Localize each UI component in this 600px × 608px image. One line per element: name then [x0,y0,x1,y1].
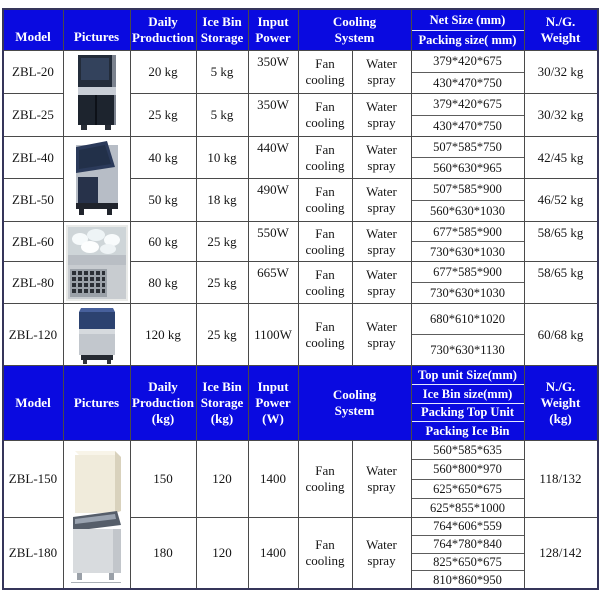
zbl-120-water-spray-cell: Water spray [353,304,411,365]
zbl-180-daily-cell: 180 [131,518,196,588]
net-size-value: 677*585*900 [433,265,502,279]
zbl-40-power-cell: 440W [249,137,298,178]
zbl-150-water-spray-cell: Water spray [353,441,411,517]
zbl-180-water-spray-cell: Water spray [353,518,411,588]
header2-ng-weight: N./G. Weight (kg) [525,366,597,440]
top-unit-size-value: 560*585*635 [433,443,502,458]
zbl-50-model-cell: ZBL-50 [4,179,63,221]
net-size-value: 507*585*750 [433,140,502,154]
ice-machine-photo-zbl-20-25 [64,51,130,136]
ice-machine-photo-zbl-40-50 [64,137,130,221]
zbl-20-daily-cell: 20 kg [131,51,196,93]
header2-packing-ice-bin: Packing Ice Bin [412,421,524,440]
zbl-120-ice-bin-cell: 25 kg [197,304,248,365]
zbl-150-sizes-cell [412,441,524,517]
header1-net-size: Net Size (mm) [429,12,506,27]
zbl-50-power-cell: 490W [249,179,298,221]
ice-bin-size-value: 764*780*840 [412,535,524,553]
zbl-20-weight-cell: 30/32 kg [525,51,597,93]
zbl-60-ice-bin-cell: 25 kg [197,222,248,261]
zbl-25-model-cell: ZBL-25 [4,94,63,136]
ice-machine-photo [71,139,123,219]
packing-size-value: 560*630*965 [412,157,524,178]
packing-size-value: 560*630*1030 [412,200,524,222]
zbl-120-weight-cell: 60/68 kg [525,304,597,365]
zbl-40-water-spray-cell: Water spray [353,137,411,178]
zbl-25-daily-cell: 25 kg [131,94,196,136]
zbl-60-daily-cell: 60 kg [131,222,196,261]
zbl-180-weight-cell: 128/142 [525,518,597,588]
zbl-180-fan-cooling-cell: Fan cooling [299,518,352,588]
header2-packing-top-unit: Packing Top Unit [412,403,524,422]
header2-ice-bin-storage: Ice Bin Storage (kg) [197,366,248,440]
header1-cooling-system: Cooling System [299,10,411,50]
zbl-80-power-cell: 665W [249,262,298,303]
zbl-25-sizes-cell [412,94,524,136]
header1-pictures: Pictures [64,10,130,50]
zbl-120-sizes-cell [412,304,524,365]
zbl-150-ice-bin-cell: 120 [197,441,248,517]
zbl-80-sizes-cell [412,262,524,303]
zbl-150-model-cell: ZBL-150 [4,441,63,517]
header1-model: Model [4,10,63,50]
zbl-40-model-cell: ZBL-40 [4,137,63,178]
zbl-40-sizes-cell [412,137,524,178]
zbl-40-fan-cooling-cell: Fan cooling [299,137,352,178]
zbl-50-daily-cell: 50 kg [131,179,196,221]
zbl-20-power-cell: 350W [249,51,298,93]
zbl-50-sizes-cell [412,179,524,221]
zbl-120-daily-cell: 120 kg [131,304,196,365]
zbl-150-fan-cooling-cell: Fan cooling [299,441,352,517]
zbl-80-water-spray-cell: Water spray [353,262,411,303]
ice-machine-photo [69,445,125,585]
ice-machine-photo [75,54,119,134]
zbl-25-fan-cooling-cell: Fan cooling [299,94,352,136]
zbl-80-ice-bin-cell: 25 kg [197,262,248,303]
zbl-80-daily-cell: 80 kg [131,262,196,303]
zbl-60-model-cell: ZBL-60 [4,222,63,261]
zbl-150-weight-cell: 118/132 [525,441,597,517]
header1-ng-weight: N./G. Weight [525,10,597,50]
zbl-20-sizes-cell [412,51,524,93]
zbl-60-fan-cooling-cell: Fan cooling [299,222,352,261]
ice-machine-photo [74,306,120,364]
zbl-50-ice-bin-cell: 18 kg [197,179,248,221]
zbl-25-ice-bin-cell: 5 kg [197,94,248,136]
zbl-120-model-cell: ZBL-120 [4,304,63,365]
top-unit-size-value: 764*606*559 [433,519,502,534]
zbl-120-power-cell: 1100W [249,304,298,365]
packing-top-unit-value: 625*650*675 [412,479,524,498]
zbl-25-power-cell: 350W [249,94,298,136]
zbl-80-model-cell: ZBL-80 [4,262,63,303]
header1-packing-size: Packing size( mm) [412,30,524,51]
zbl-40-daily-cell: 40 kg [131,137,196,178]
packing-size-value: 430*470*750 [412,115,524,137]
net-size-value: 677*585*900 [433,224,502,239]
ice-machine-photo-zbl-120 [64,304,130,365]
header1-net-packing-size [412,10,524,50]
zbl-40-ice-bin-cell: 10 kg [197,137,248,178]
spec-table [2,8,599,590]
ice-machine-photo-zbl-150-180 [64,441,130,588]
zbl-20-fan-cooling-cell: Fan cooling [299,51,352,93]
zbl-20-ice-bin-cell: 5 kg [197,51,248,93]
zbl-20-water-spray-cell: Water spray [353,51,411,93]
packing-ice-bin-value: 625*855*1000 [412,498,524,517]
packing-size-value: 730*630*1130 [412,334,524,365]
header2-input-power: Input Power (W) [249,366,298,440]
zbl-25-weight-cell: 30/32 kg [525,94,597,136]
zbl-80-fan-cooling-cell: Fan cooling [299,262,352,303]
header2-size-labels [412,366,524,440]
zbl-120-fan-cooling-cell: Fan cooling [299,304,352,365]
header2-ice-bin-size: Ice Bin size(mm) [412,384,524,403]
zbl-60-water-spray-cell: Water spray [353,222,411,261]
packing-ice-bin-value: 810*860*950 [412,570,524,588]
zbl-150-power-cell: 1400 [249,441,298,517]
zbl-25-water-spray-cell: Water spray [353,94,411,136]
zbl-180-model-cell: ZBL-180 [4,518,63,588]
zbl-50-weight-cell: 46/52 kg [525,179,597,221]
header2-model: Model [4,366,63,440]
net-size-value: 379*420*675 [433,54,502,69]
header2-top-unit-size: Top unit Size(mm) [418,367,517,382]
packing-size-value: 730*630*1030 [412,282,524,303]
zbl-60-sizes-cell [412,222,524,261]
packing-size-value: 430*470*750 [412,72,524,94]
net-size-value: 507*585*900 [433,182,502,197]
zbl-20-model-cell: ZBL-20 [4,51,63,93]
zbl-180-sizes-cell [412,518,524,588]
net-size-value: 379*420*675 [433,97,502,112]
net-size-value: 680*610*1020 [430,312,505,326]
packing-top-unit-value: 825*650*675 [412,553,524,571]
header1-ice-bin-storage: Ice Bin Storage [197,10,248,50]
zbl-60-power-cell: 550W [249,222,298,261]
ice-machine-photo-zbl-60-80 [64,222,130,303]
zbl-50-fan-cooling-cell: Fan cooling [299,179,352,221]
zbl-60-weight-cell: 58/65 kg [525,222,597,261]
ice-bin-size-value: 560*800*970 [412,459,524,478]
zbl-150-daily-cell: 150 [131,441,196,517]
zbl-50-water-spray-cell: Water spray [353,179,411,221]
ice-machine-photo [66,225,128,301]
zbl-180-power-cell: 1400 [249,518,298,588]
zbl-180-ice-bin-cell: 120 [197,518,248,588]
header2-pictures: Pictures [64,366,130,440]
header1-daily-production: Daily Production [131,10,196,50]
packing-size-value: 730*630*1030 [412,241,524,261]
header1-input-power: Input Power [249,10,298,50]
header2-daily-production: Daily Production (kg) [131,366,196,440]
zbl-80-weight-cell: 58/65 kg [525,262,597,303]
header2-cooling-system: Cooling System [299,366,411,440]
zbl-40-weight-cell: 42/45 kg [525,137,597,178]
